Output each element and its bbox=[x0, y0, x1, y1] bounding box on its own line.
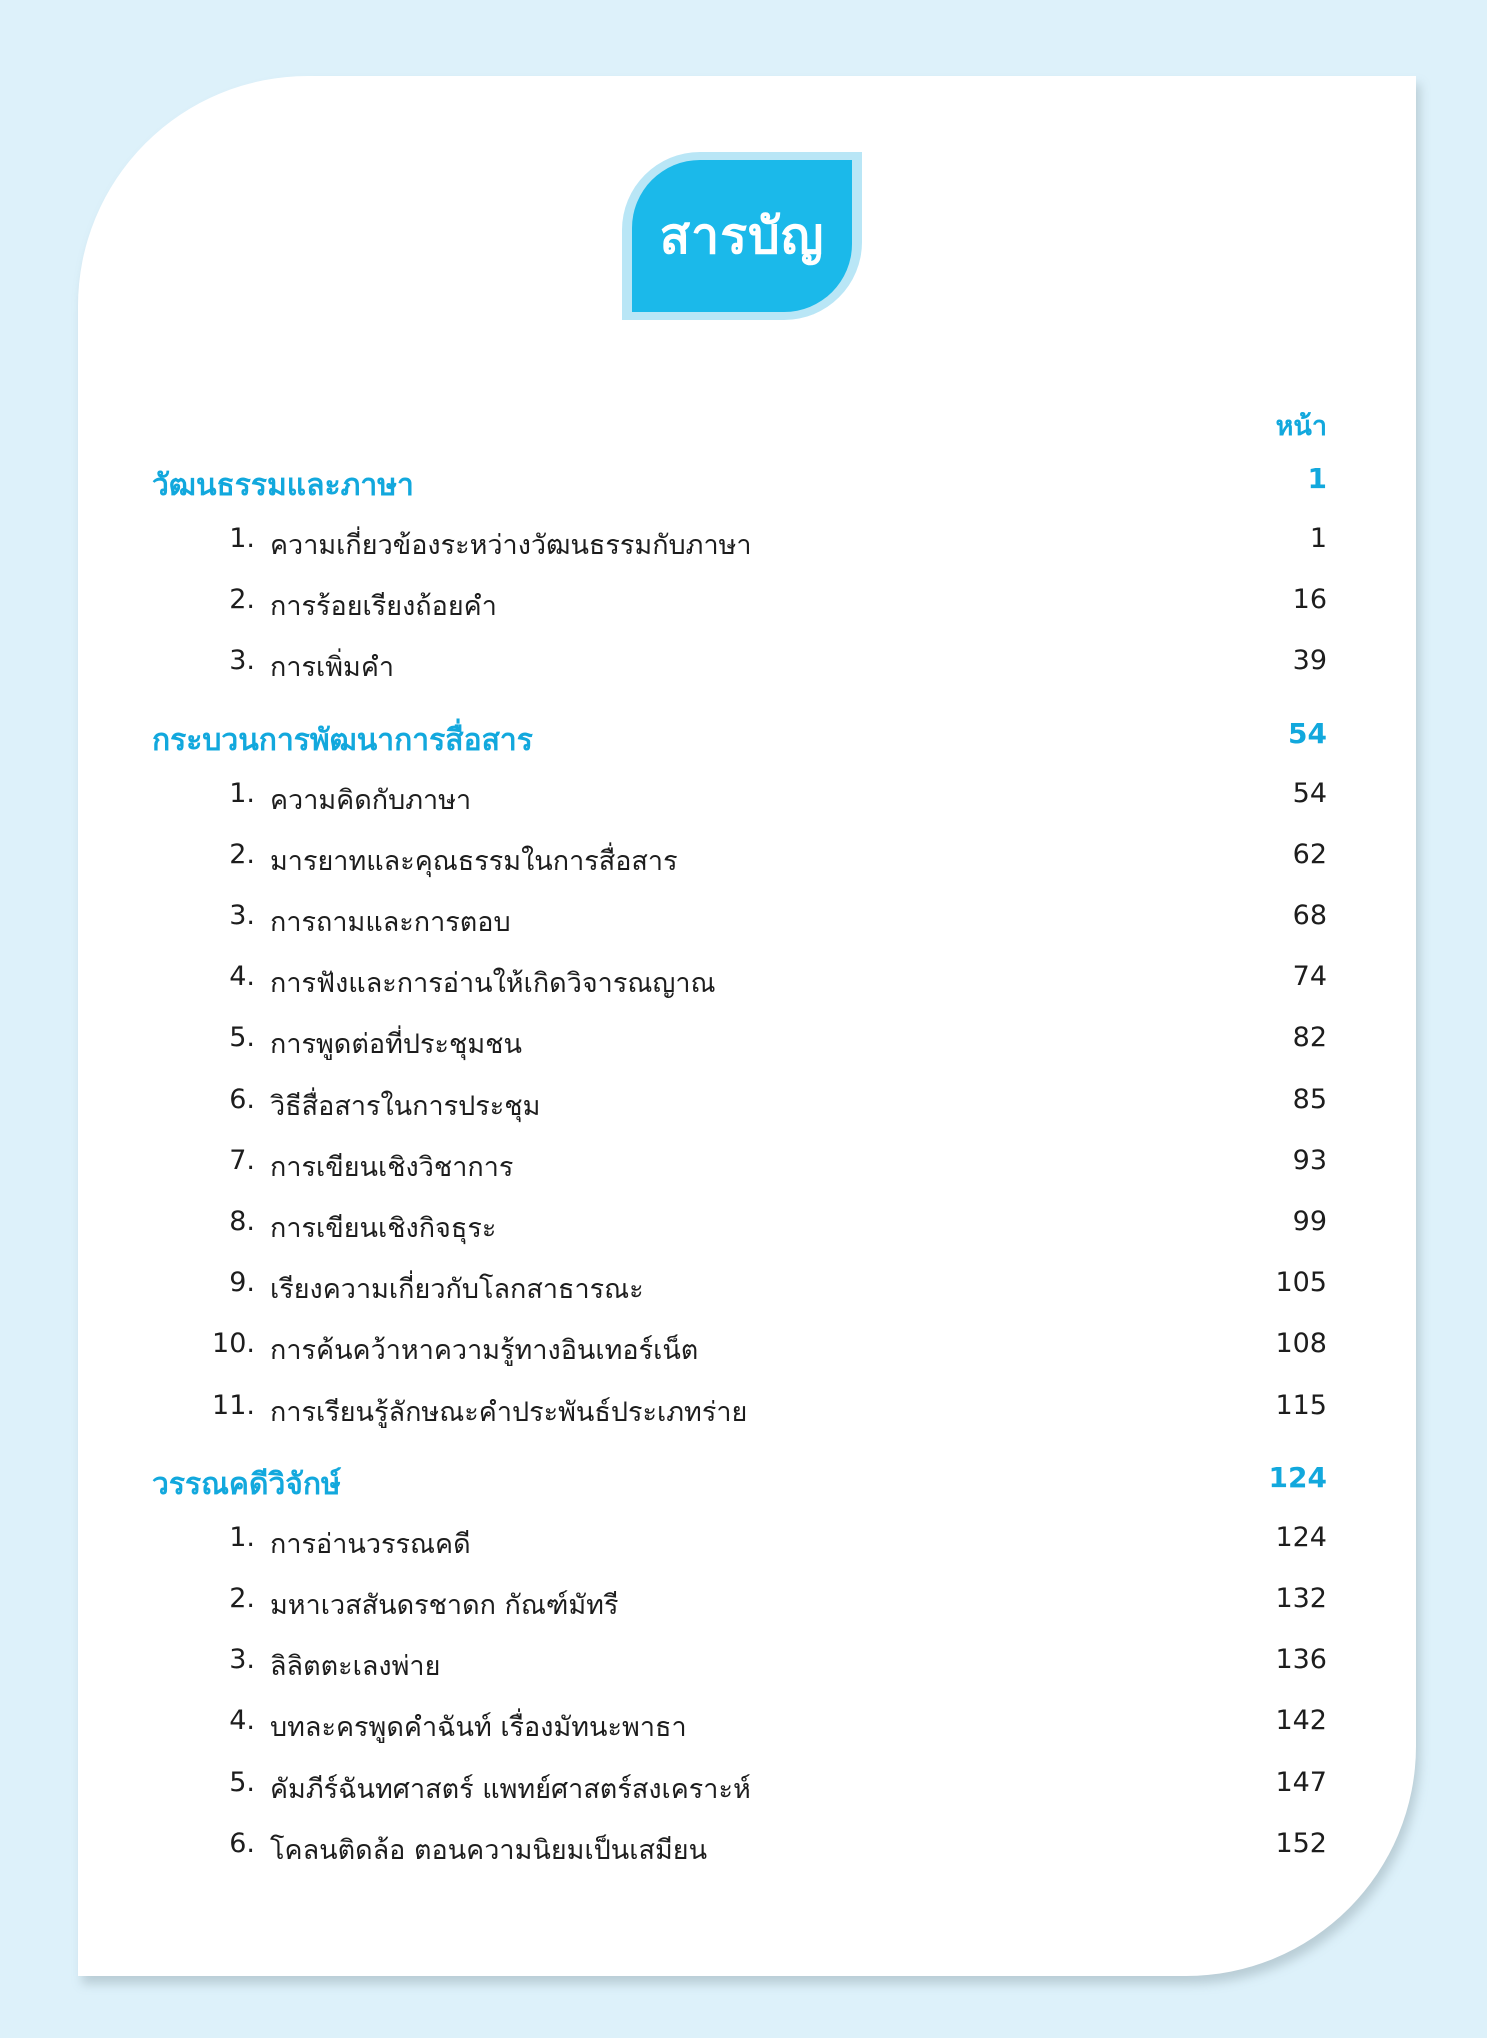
entry-label: การเขียนเชิงกิจธุระ bbox=[270, 1213, 497, 1244]
toc-entry[interactable] bbox=[0, 1644, 1487, 1688]
section-title: วัฒนธรรมและภาษา bbox=[152, 468, 414, 503]
entry-page-number: 99 bbox=[1292, 1206, 1327, 1237]
entry-number: 2. bbox=[229, 584, 255, 616]
entry-label: การร้อยเรียงถ้อยคำ bbox=[270, 591, 497, 623]
entry-label: โคลนติดล้อ ตอนความนิยมเป็นเสมียน bbox=[270, 1834, 708, 1866]
section-page-number: 124 bbox=[1268, 1460, 1327, 1494]
page-title: สารบัญ bbox=[659, 206, 825, 265]
entry-number: 8. bbox=[229, 1206, 255, 1237]
section-page-number: 54 bbox=[1288, 716, 1327, 750]
section-heading[interactable] bbox=[0, 717, 1487, 761]
entry-label: ลิลิตตะเลงพ่าย bbox=[270, 1651, 441, 1683]
entry-page-number: 132 bbox=[1275, 1583, 1327, 1614]
entry-number: 11. bbox=[212, 1389, 255, 1421]
entry-number: 9. bbox=[229, 1267, 255, 1299]
entry-label: คัมภีร์ฉันทศาสตร์ แพทย์ศาสตร์สงเคราะห์ bbox=[270, 1773, 751, 1805]
entry-page-number: 54 bbox=[1292, 777, 1327, 809]
toc-entry[interactable] bbox=[0, 584, 1487, 628]
entry-page-number: 62 bbox=[1292, 838, 1327, 870]
entry-number: 4. bbox=[229, 961, 255, 993]
entry-label: ความเกี่ยวข้องระหว่างวัฒนธรรมกับภาษา bbox=[270, 530, 752, 561]
toc-entry[interactable] bbox=[0, 839, 1487, 883]
toc-entry[interactable] bbox=[0, 1767, 1487, 1811]
entry-label: มหาเวสสันดรชาดก กัณฑ์มัทรี bbox=[270, 1590, 619, 1621]
toc-entry[interactable] bbox=[0, 645, 1487, 689]
section-title: วรรณคดีวิจักษ์ bbox=[152, 1466, 341, 1502]
entry-page-number: 105 bbox=[1275, 1267, 1327, 1299]
entry-page-number: 16 bbox=[1292, 584, 1327, 616]
toc-entry[interactable] bbox=[0, 778, 1487, 822]
entry-label: การถามและการตอบ bbox=[270, 907, 511, 938]
entry-label: การเขียนเชิงวิชาการ bbox=[270, 1151, 514, 1183]
entry-page-number: 82 bbox=[1292, 1022, 1327, 1054]
entry-number: 2. bbox=[229, 1583, 255, 1614]
entry-page-number: 115 bbox=[1275, 1389, 1327, 1421]
section-page-number: 1 bbox=[1307, 462, 1327, 495]
entry-label: วิธีสื่อสารในการประชุม bbox=[270, 1090, 541, 1122]
entry-page-number: 142 bbox=[1275, 1705, 1327, 1737]
toc-entry[interactable] bbox=[0, 523, 1487, 567]
entry-label: เรียงความเกี่ยวกับโลกสาธารณะ bbox=[270, 1274, 644, 1306]
toc-entry[interactable] bbox=[0, 1828, 1487, 1872]
section-heading[interactable] bbox=[0, 1461, 1487, 1505]
section-title: กระบวนการพัฒนาการสื่อสาร bbox=[152, 722, 533, 758]
entry-page-number: 152 bbox=[1275, 1827, 1327, 1859]
entry-page-number: 147 bbox=[1275, 1766, 1327, 1798]
entry-page-number: 93 bbox=[1292, 1144, 1327, 1176]
entry-number: 1. bbox=[229, 1521, 255, 1553]
entry-label: บทละครพูดคำฉันท์ เรื่องมัทนะพาธา bbox=[270, 1712, 687, 1744]
page-column-header: หน้า bbox=[1275, 411, 1327, 442]
toc-entry[interactable] bbox=[0, 1328, 1487, 1372]
toc-entry[interactable] bbox=[0, 1583, 1487, 1627]
toc-entry[interactable] bbox=[0, 1267, 1487, 1311]
entry-label: การเรียนรู้ลักษณะคำประพันธ์ประเภทร่าย bbox=[270, 1396, 748, 1428]
entry-number: 6. bbox=[229, 1827, 255, 1859]
entry-page-number: 124 bbox=[1275, 1521, 1327, 1553]
entry-number: 6. bbox=[229, 1083, 255, 1115]
toc-entry[interactable] bbox=[0, 1705, 1487, 1749]
toc-entry[interactable] bbox=[0, 961, 1487, 1005]
entry-label: การเพิ่มคำ bbox=[270, 652, 395, 684]
entry-page-number: 85 bbox=[1292, 1083, 1327, 1115]
entry-number: 5. bbox=[229, 1022, 255, 1054]
entry-number: 3. bbox=[229, 900, 255, 931]
entry-page-number: 136 bbox=[1275, 1644, 1327, 1676]
entry-label: การอ่านวรรณคดี bbox=[270, 1528, 471, 1560]
entry-label: ความคิดกับภาษา bbox=[270, 784, 472, 816]
toc-entry[interactable] bbox=[0, 1206, 1487, 1250]
entry-number: 2. bbox=[229, 838, 255, 870]
entry-page-number: 108 bbox=[1275, 1328, 1327, 1360]
entry-page-number: 39 bbox=[1292, 645, 1327, 677]
entry-label: การค้นคว้าหาความรู้ทางอินเทอร์เน็ต bbox=[270, 1335, 699, 1367]
entry-label: การพูดต่อที่ประชุมชน bbox=[270, 1029, 522, 1061]
toc-entry[interactable] bbox=[0, 1390, 1487, 1434]
entry-number: 10. bbox=[212, 1328, 255, 1360]
toc-entry[interactable] bbox=[0, 1145, 1487, 1189]
toc-entry[interactable] bbox=[0, 1022, 1487, 1066]
entry-number: 5. bbox=[229, 1766, 255, 1798]
entry-number: 3. bbox=[229, 645, 255, 677]
section-heading[interactable] bbox=[0, 462, 1487, 506]
entry-number: 7. bbox=[229, 1144, 255, 1176]
entry-number: 3. bbox=[229, 1644, 255, 1676]
entry-number: 1. bbox=[229, 777, 255, 809]
entry-number: 4. bbox=[229, 1705, 255, 1737]
toc-entry[interactable] bbox=[0, 900, 1487, 944]
toc-entry[interactable] bbox=[0, 1522, 1487, 1566]
entry-number: 1. bbox=[229, 523, 255, 554]
entry-label: การฟังและการอ่านให้เกิดวิจารณญาณ bbox=[270, 968, 716, 1000]
entry-page-number: 1 bbox=[1309, 523, 1327, 554]
entry-page-number: 68 bbox=[1292, 900, 1327, 931]
entry-page-number: 74 bbox=[1292, 961, 1327, 993]
toc-entry[interactable] bbox=[0, 1084, 1487, 1128]
entry-label: มารยาทและคุณธรรมในการสื่อสาร bbox=[270, 845, 678, 877]
